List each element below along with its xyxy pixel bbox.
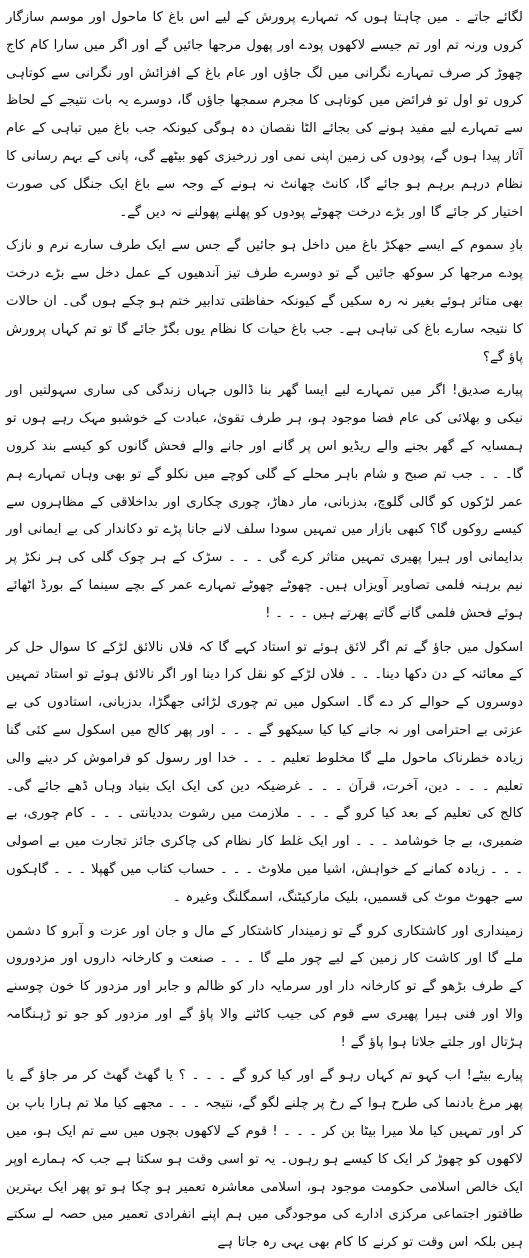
paragraph-dear-siddiq: پیارے صدیق! اگر میں تمہارے لیے ایسا گھر بنا ڈالوں جہاں زندگی کی ساری سہولتیں اور نیکی و بھلائی کی عام فضا موجود ہو، ہر طرف تقویٰ، عبادت کے خوشبو مہک رہے ہوں تو ہمسایہ کے گھر بجنے والے ریڈیو اس پر گانے اور جانے والے فحش گانوں کو کیسے بند کروں گا۔ ۔ ۔ جب تم صبح و شام باہر محلے کے گلی کوچے میں نکلو گے تو بھی وہاں تمہارے ہم عمر لڑکوں کو گالی گلوچ، بدزبانی، مار دھاڑ، چوری چکاری اور بداخلاقی کے مظاہروں سے کیسے روکوں گا؟ کبھی بازار میں تمہیں سودا سلف لانے جانا پڑے تو دکاندار کی بے ایمانی اور بدایمانی اور ہیرا پھیری تمہیں متاثر کرے گی ۔ ۔ ۔ سڑک کے ہر چوک گلی کی ہر نکڑ پر نیم برہنہ فلمی تصاویر آویزاں ہیں۔ چھوٹے چھوٹے تمہارے عمر کے بچے سینما کے بورڈ اٹھائے ہوئے فحش فلمی گانے گاتے پھرتے ہیں ۔ ۔ ۔ !: [6, 383, 523, 621]
paragraph-garden-care: لگائے جاتے ۔ میں چاہتا ہوں کہ تمہارے پرورش کے لیے اس باغ کا ماحول اور موسم سازگار کروں ورنہ تم اور تم جیسے لاکھوں پودے اور پھول مرجھا جائیں گے اور اگر میں سارا کام کاج چھوڑ کر صرف تمہارے نگرانی میں لگ جاؤں اور عام باغ کے افزائش اور نگرانی سے کوتاہی کروں تو اول تو فرائض میں کوتاہی کا مجرم سمجھا جاؤں گا، دوسرے یہ بات نتیجے کے لحاظ سے تمہارے لیے مفید ہونے کی بجائے الٹا نقصان دہ ہوگی کیونکہ جب باغ میں تباہی کے عام آثار پیدا ہوں گے، پودوں کی زمین اپنی نمی اور زرخیزی کھو بیٹھے گی، پانی کے بہم رسانی کا نظام درہم برہم ہو جائے گا، کانٹ چھانٹ نہ ہونے کے وجہ سے باغ ایک جنگل کی صورت اختیار کر جائے گا اور بڑے درخت چھوٹے پودوں کو پھلنے پھولنے نہ دیں گے۔: [6, 10, 523, 220]
paragraph-school-college: اسکول میں جاؤ گے تم اگر لائق ہوئے تو استاد کہے گا کہ فلاں نالائق لڑکے کا سوال حل کر کے معائنہ کے دن دکھا دینا۔ ۔ ۔ فلاں لڑکے کو نقل کرا دینا اور اگر نالائق ہوئے تو استاد تمہیں دوسروں کے حوالے کر دے گا۔ اسکول میں تم چوری لڑائی جھگڑا، بدزبانی، استادوں کی بے عزتی بے احترامی اور نہ جانے کیا کیا سیکھو گے ۔ ۔ ۔ اور پھر کالج میں اسکول سے کئی گنا زیادہ خطرناک ماحول ملے گا مخلوط تعلیم ۔ ۔ ۔ خدا اور رسول کو فراموش کر دینے والی تعلیم ۔ ۔ ۔ دین، آخرت، قرآن ۔ ۔ ۔ غرضیکہ دین کی ایک ایک بنیاد وہاں ڈھے جائے گی۔ کالج کی تعلیم کے بعد کیا کرو گے ۔ ۔ ۔ ملازمت میں رشوت بددیانتی ۔ ۔ ۔ کام چوری، بے ضمیری، بے جا خوشامد ۔ ۔ ۔ اور ایک غلط کار نظام کی چاکری جائز تجارت میں بے اصولی ۔ ۔ ۔ زیادہ کمانے کے خواہش، اشیا میں ملاوٹ ۔ ۔ ۔ حساب کتاب میں گھپلا ۔ ۔ ۔ گاہکوں سے جھوٹ موٹ کی قسمیں، بلیک مارکیٹنگ، اسمگلنگ وغیرہ ۔: [6, 639, 523, 905]
paragraph-hot-winds: بادِ سموم کے ایسے جھکڑ باغ میں داخل ہو جائیں گے جس سے ایک طرف سارے نرم و نازک پودے مرجھا کر سوکھ جائیں گے تو دوسرے طرف تیز آندھیوں کے عمل دخل سے بڑے درخت بھی متاثر ہوئے بغیر نہ رہ سکیں گے کیونکہ حفاظتی تدابیر ختم ہو چکے ہوں گی۔ ان حالات کا نتیجہ سارے باغ کی تباہی ہے۔ جب باغ حیات کا نظام یوں بگڑ جائے گا تو تم کہاں پرورش پاؤ گے؟: [6, 238, 523, 365]
paragraph-farming-industry: زمینداری اور کاشتکاری کرو گے تو زمیندار کاشتکار کے مال و جان اور عزت و آبرو کا دشمن ملے گا اور کاشت کار زمین کے لیے چور ملے گا ۔ ۔ ۔ صنعت و کارخانہ داروں اور مزدوروں کے طرف بڑھو گے تو کارخانہ دار اور سرمایہ دار کو ظالم و جابر اور مزدور کا خون چوسنے والا اور فنی ہیرا پھیری سے قوم کی جیب کاٹنے والا پاؤ گے اور مزدور کو جو تو ڑہنگامہ ہڑتال اور جلتے جلاتا ہوا پاؤ گے !: [6, 923, 523, 1050]
paragraph-dear-son: پیارے بیٹے! اب کہو تم کہاں رہو گے اور کیا کرو گے ۔ ۔ ۔ ؟ یا گھٹ گھٹ کر مر جاؤ گے یا پھر مرغ بادنما کی طرح ہوا کے رخ پر چلنے لگو گے، نتیجہ ۔ ۔ ۔ مجھے کیا ملا تم ہارا باپ بن کر اور تمہیں کیا ملا میرا بیٹا بن کر ۔ ۔ ۔ ! قوم کے لاکھوں بچوں میں سے تم ایک ہو، میں لاکھوں کو چھوڑ کر ایک کا کیسے ہو رہوں۔ یہ تو اسی وقت ہو سکتا ہے جب کہ ہمارے اوپر ایک خالص اسلامی حکومت موجود ہو، اسلامی معاشرہ تعمیر ہو چکا ہو تو پھر ایک بہترین طاقتور اجتماعی مرکزی ادارے کی موجودگی میں ہم اپنے انفرادی تعمیر میں حصہ لے سکتے ہیں بلکہ اس وقت تو کرنے کا کام بھی یہی رہ جاتا ہے: [6, 1068, 523, 1251]
